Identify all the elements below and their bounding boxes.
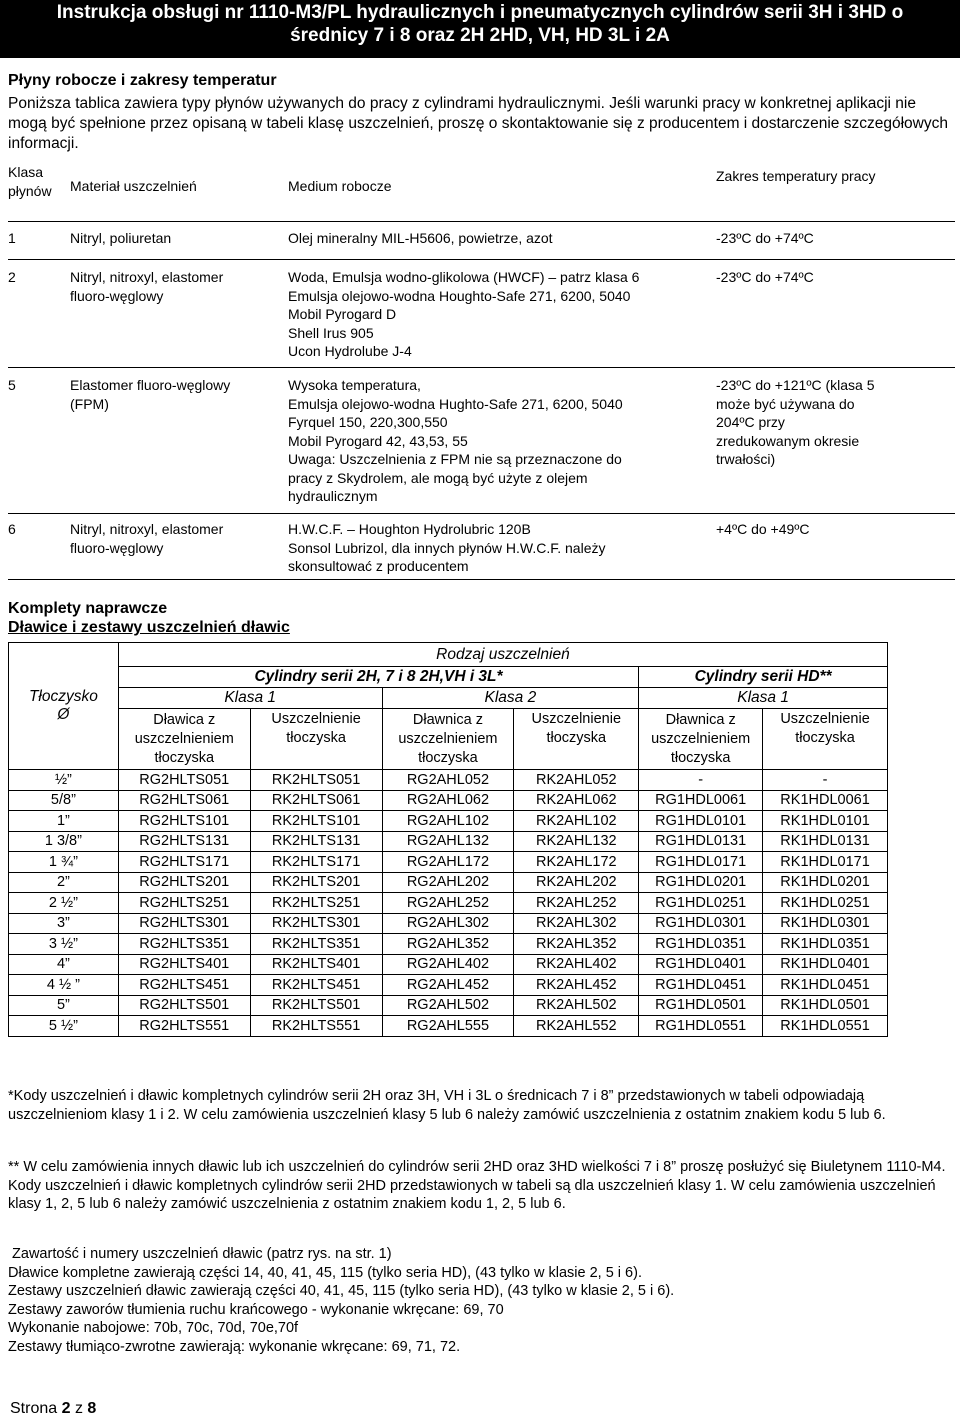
row-material: Nitryl, poliuretan <box>70 230 172 246</box>
kit-row <box>9 831 888 852</box>
col-header: Dławnica z uszczelnieniem tłoczyska <box>639 709 763 770</box>
row-material: Nitryl, nitroxyl, elastomer fluoro-węglowy <box>70 269 224 304</box>
footnote-series-2h: *Kody uszczelnień i dławic kompletnych cylindrów serii 2H oraz 3H, VH i 3L o średnicach 7 i 8” przedstawionych w tabeli odpowiadają uszczelnieniom klasy 1 i 2. W celu zamówienia uszczelnień klasy 5 lub 6 należy zamówić uszczelnienia z ostatnim znakiem kodu 5 lub 6. <box>8 1088 886 1123</box>
row-class: 1 <box>8 230 16 246</box>
rod-diameter-cell: 4 ½ ” <box>9 975 119 996</box>
header-medium: Medium robocze <box>288 178 392 194</box>
kit-code-cell: RG1HDL0201 <box>639 872 763 893</box>
kit-row <box>9 975 888 996</box>
kit-code-cell: RG2AHL052 <box>382 770 514 791</box>
kit-code-cell: RK1HDL0401 <box>763 954 888 975</box>
fluids-row <box>8 259 955 367</box>
row-temp: -23ºC do +74ºC <box>716 230 814 246</box>
kit-code-cell: RK2AHL402 <box>514 954 639 975</box>
kit-code-cell: RK1HDL0201 <box>763 872 888 893</box>
row-class: 2 <box>8 269 16 285</box>
kit-code-cell: RK2AHL352 <box>514 934 639 955</box>
col-header: Uszczelnienie tłoczyska <box>514 709 639 770</box>
kit-code-cell: RK1HDL0171 <box>763 852 888 873</box>
col-header: Dławica z uszczelnieniem tłoczyska <box>118 709 250 770</box>
kit-code-cell: RG2HLTS551 <box>118 1016 250 1037</box>
class-header: Klasa 1 <box>118 688 382 709</box>
kits-subsection-title: Dławice i zestawy uszczelnień dławic <box>8 619 290 636</box>
header-class: Klasa płynów <box>8 164 52 199</box>
kit-code-cell: RK2HLTS451 <box>250 975 382 996</box>
notes-line: Zestawy zaworów tłumienia ruchu krańcowego - wykonanie wkręcane: 69, 70 <box>8 1301 504 1318</box>
kit-code-cell: RK1HDL0101 <box>763 811 888 832</box>
kit-code-cell: RK2HLTS171 <box>250 852 382 873</box>
page-total: 8 <box>87 1400 97 1417</box>
kit-code-cell: RG1HDL0551 <box>639 1016 763 1037</box>
kit-code-cell: RG2AHL062 <box>382 790 514 811</box>
kit-code-cell: RG1HDL0171 <box>639 852 763 873</box>
kit-code-cell: RK2AHL502 <box>514 995 639 1016</box>
col-header: Uszczelnienie tłoczyska <box>250 709 382 770</box>
kit-code-cell: RK2AHL102 <box>514 811 639 832</box>
kits-section-title: Komplety naprawcze <box>8 600 168 617</box>
kit-code-cell: RK2HLTS401 <box>250 954 382 975</box>
fluids-row <box>8 221 955 259</box>
kit-code-cell: RK1HDL0551 <box>763 1016 888 1037</box>
kit-row <box>9 893 888 914</box>
kit-code-cell: RK2AHL172 <box>514 852 639 873</box>
kit-code-cell: RK2AHL202 <box>514 872 639 893</box>
rod-diameter-header: Tłoczysko Ø <box>9 643 119 770</box>
rod-diameter-cell: 2 ½” <box>9 893 119 914</box>
kit-code-cell: RG2AHL202 <box>382 872 514 893</box>
kit-code-cell: RG2AHL102 <box>382 811 514 832</box>
rod-diameter-cell: 1” <box>9 811 119 832</box>
kit-code-cell: RG2AHL402 <box>382 954 514 975</box>
notes-line: Wykonanie nabojowe: 70b, 70c, 70d, 70e,70f <box>8 1320 299 1336</box>
kit-code-cell: RG1HDL0351 <box>639 934 763 955</box>
kit-code-cell: RK2HLTS251 <box>250 893 382 914</box>
kit-code-cell: RK2AHL452 <box>514 975 639 996</box>
rod-diameter-cell: 3 ½” <box>9 934 119 955</box>
rod-diameter-cell: ½” <box>9 770 119 791</box>
kit-code-cell: RK1HDL0451 <box>763 975 888 996</box>
kit-code-cell: RG2AHL132 <box>382 831 514 852</box>
kit-code-cell: RK2AHL252 <box>514 893 639 914</box>
kit-code-cell: RG1HDL0251 <box>639 893 763 914</box>
kit-code-cell: RG2HLTS501 <box>118 995 250 1016</box>
kit-code-cell: RK2HLTS351 <box>250 934 382 955</box>
notes-line: Zestawy tłumiąco-zwrotne zawierają: wykonanie wkręcane: 69, 71, 72. <box>8 1338 461 1355</box>
row-temp: +4ºC do +49ºC <box>716 521 810 537</box>
row-class: 5 <box>8 377 16 393</box>
kit-code-cell: RG2HLTS171 <box>118 852 250 873</box>
kit-code-cell: RG2HLTS061 <box>118 790 250 811</box>
fluids-rule <box>8 259 955 260</box>
rod-diameter-cell: 1 ¾” <box>9 852 119 873</box>
kit-code-cell: RK2HLTS051 <box>250 770 382 791</box>
row-medium: Woda, Emulsja wodno-glikolowa (HWCF) – patrz klasa 6 Emulsja olejowo-wodna Houghto-Safe 271, 6200, 5040 Mobil Pyrogard D Shell Irus 905 Ucon Hydrolube J-4 <box>288 269 640 359</box>
fluids-rule <box>8 367 955 368</box>
kit-row <box>9 954 888 975</box>
kit-code-cell: RK2HLTS301 <box>250 913 382 934</box>
header-material: Materiał uszczelnień <box>70 178 197 194</box>
kit-code-cell: RG2AHL302 <box>382 913 514 934</box>
kit-row <box>9 995 888 1016</box>
kit-code-cell: RG2AHL555 <box>382 1016 514 1037</box>
page-label: Strona <box>10 1400 58 1417</box>
kit-code-cell: RK1HDL0301 <box>763 913 888 934</box>
kits-table-body <box>9 770 888 1037</box>
kit-row <box>9 934 888 955</box>
class-header: Klasa 2 <box>382 688 639 709</box>
series-hd-header: Cylindry serii HD** <box>639 667 888 688</box>
kit-row <box>9 913 888 934</box>
kit-code-cell: RG1HDL0061 <box>639 790 763 811</box>
kit-code-cell: RG2HLTS101 <box>118 811 250 832</box>
rod-diameter-cell: 4” <box>9 954 119 975</box>
footnote-series-hd: ** W celu zamówienia innych dławic lub ich uszczelnień do cylindrów serii 2HD oraz 3HD wielkości 7 i 8” proszę posłużyć się Biuletynem 1110-M4. Kody uszczelnień i dławic kompletnych cylindrów serii 2HD przedstawionych w tabeli są dla uszczelnień klasy 1. W celu zamówienia uszczelnień klasy 1, 2, 5 lub 6 należy zamówić uszczelnienia z ostatnim znakiem kodu 1, 2, 5 lub 6. <box>8 1159 946 1212</box>
kit-code-cell: RG2AHL452 <box>382 975 514 996</box>
page-of-label: z <box>74 1400 83 1417</box>
kit-row <box>9 852 888 873</box>
fluids-intro: Poniższa tablica zawiera typy płynów używanych do pracy z cylindrami hydraulicznymi. Jeśli warunki pracy w konkretnej aplikacji nie mogą być spełnione przez opisaną w tabeli klasę uszczelnień, proszę o skontaktowanie się z producentem i dostarczenie szczegółowych informacji. <box>8 95 948 152</box>
rod-diameter-cell: 1 3/8” <box>9 831 119 852</box>
kit-code-cell: RG2AHL502 <box>382 995 514 1016</box>
col-header: Uszczelnienie tłoczyska <box>763 709 888 770</box>
kit-code-cell: RK1HDL0351 <box>763 934 888 955</box>
row-medium: Olej mineralny MIL-H5606, powietrze, azot <box>288 230 553 246</box>
kit-code-cell: RG2HLTS451 <box>118 975 250 996</box>
fluids-rule <box>8 579 955 580</box>
class-header: Klasa 1 <box>639 688 888 709</box>
fluids-rule <box>8 221 955 222</box>
kit-row <box>9 790 888 811</box>
kit-row <box>9 872 888 893</box>
row-material: Nitryl, nitroxyl, elastomer fluoro-węglowy <box>70 521 224 556</box>
kit-row <box>9 1016 888 1037</box>
kit-code-cell: RG1HDL0131 <box>639 831 763 852</box>
col-header: Dławnica z uszczelnieniem tłoczyska <box>382 709 514 770</box>
kit-code-cell: RK2AHL062 <box>514 790 639 811</box>
kit-code-cell: RK1HDL0131 <box>763 831 888 852</box>
page-number: 2 <box>61 1400 71 1417</box>
rod-diameter-cell: 2” <box>9 872 119 893</box>
fluids-rule <box>8 513 955 514</box>
kit-code-cell: RK2AHL052 <box>514 770 639 791</box>
column-header-row <box>9 709 888 770</box>
kit-row <box>9 770 888 791</box>
kit-code-cell: RG2AHL352 <box>382 934 514 955</box>
notes-line: Zawartość i numery uszczelnień dławic (patrz rys. na str. 1) <box>8 1246 392 1262</box>
header-temp: Zakres temperatury pracy <box>716 168 876 184</box>
fluids-row <box>8 367 955 513</box>
kit-code-cell: RK2HLTS061 <box>250 790 382 811</box>
kit-code-cell: RG2AHL172 <box>382 852 514 873</box>
kit-code-cell: RG2HLTS251 <box>118 893 250 914</box>
page-footer <box>10 1400 96 1418</box>
kit-code-cell: - <box>763 770 888 791</box>
kit-code-cell: RG1HDL0451 <box>639 975 763 996</box>
kit-code-cell: RG1HDL0501 <box>639 995 763 1016</box>
kit-code-cell: RK2HLTS551 <box>250 1016 382 1037</box>
document-header <box>0 0 960 58</box>
row-class: 6 <box>8 521 16 537</box>
row-temp: -23ºC do +121ºC (klasa 5 może być używana do 204ºC przy zredukowanym okresie trwałości) <box>716 377 875 467</box>
kit-code-cell: RK1HDL0501 <box>763 995 888 1016</box>
kit-code-cell: RK1HDL0251 <box>763 893 888 914</box>
kits-table <box>8 642 888 1037</box>
header-title-line2: średnicy 7 i 8 oraz 2H 2HD, VH, HD 3L i 2A <box>290 25 670 46</box>
kit-code-cell: RK2AHL132 <box>514 831 639 852</box>
kit-code-cell: RG2HLTS401 <box>118 954 250 975</box>
kit-code-cell: RK2HLTS131 <box>250 831 382 852</box>
kit-code-cell: RG2HLTS051 <box>118 770 250 791</box>
fluids-header-row <box>8 163 955 221</box>
fluids-section-title: Płyny robocze i zakresy temperatur <box>8 72 277 89</box>
kit-code-cell: RG1HDL0401 <box>639 954 763 975</box>
fluids-table <box>8 163 955 579</box>
kit-code-cell: RK2HLTS201 <box>250 872 382 893</box>
row-material: Elastomer fluoro-węglowy (FPM) <box>70 377 231 412</box>
kit-code-cell: RK2AHL552 <box>514 1016 639 1037</box>
rod-diameter-cell: 5” <box>9 995 119 1016</box>
row-temp: -23ºC do +74ºC <box>716 269 814 285</box>
kit-code-cell: RG2HLTS301 <box>118 913 250 934</box>
row-medium: Wysoka temperatura, Emulsja olejowo-wodna Hughto-Safe 271, 6200, 5040 Fyrquel 150, 220,300,550 Mobil Pyrogard 42, 43,53, 55 Uwaga: Uszczelnienia z FPM nie są przeznaczone do pracy z Skydrolem, ale mogą być użyte z olejem hydraulicznym <box>288 377 623 504</box>
kit-code-cell: RG2HLTS351 <box>118 934 250 955</box>
notes-line: Dławice kompletne zawierają części 14, 40, 41, 45, 115 (tylko seria HD), (43 tylko w klasie 2, 5 i 6). <box>8 1264 642 1281</box>
rod-diameter-cell: 5 ½” <box>9 1016 119 1037</box>
rod-diameter-cell: 5/8” <box>9 790 119 811</box>
kit-code-cell: RK1HDL0061 <box>763 790 888 811</box>
notes-line: Zestawy uszczelnień dławic zawierają części 40, 41, 45, 115 (tylko seria HD), (43 tylko w klasie 2, 5 i 6). <box>8 1283 675 1299</box>
kit-code-cell: RK2HLTS501 <box>250 995 382 1016</box>
notes-list <box>8 1245 948 1356</box>
rod-diameter-cell: 3” <box>9 913 119 934</box>
kit-row <box>9 811 888 832</box>
kit-code-cell: - <box>639 770 763 791</box>
row-medium: H.W.C.F. – Houghton Hydrolubric 120B Sonsol Lubrizol, dla innych płynów H.W.C.F. należy skonsultować z producentem <box>288 521 606 574</box>
kit-code-cell: RG2AHL252 <box>382 893 514 914</box>
header-title-line1: Instrukcja obsługi nr 1110-M3/PL hydraulicznych i pneumatycznych cylindrów serii 3H i 3HD o <box>56 2 904 23</box>
fluids-row <box>8 513 955 579</box>
kit-code-cell: RG2HLTS201 <box>118 872 250 893</box>
seal-type-header: Rodzaj uszczelnień <box>118 643 887 667</box>
series-2h-header: Cylindry serii 2H, 7 i 8 2H,VH i 3L* <box>118 667 638 688</box>
kit-code-cell: RK2HLTS101 <box>250 811 382 832</box>
kit-code-cell: RG1HDL0101 <box>639 811 763 832</box>
kit-code-cell: RK2AHL302 <box>514 913 639 934</box>
kit-code-cell: RG2HLTS131 <box>118 831 250 852</box>
kit-code-cell: RG1HDL0301 <box>639 913 763 934</box>
